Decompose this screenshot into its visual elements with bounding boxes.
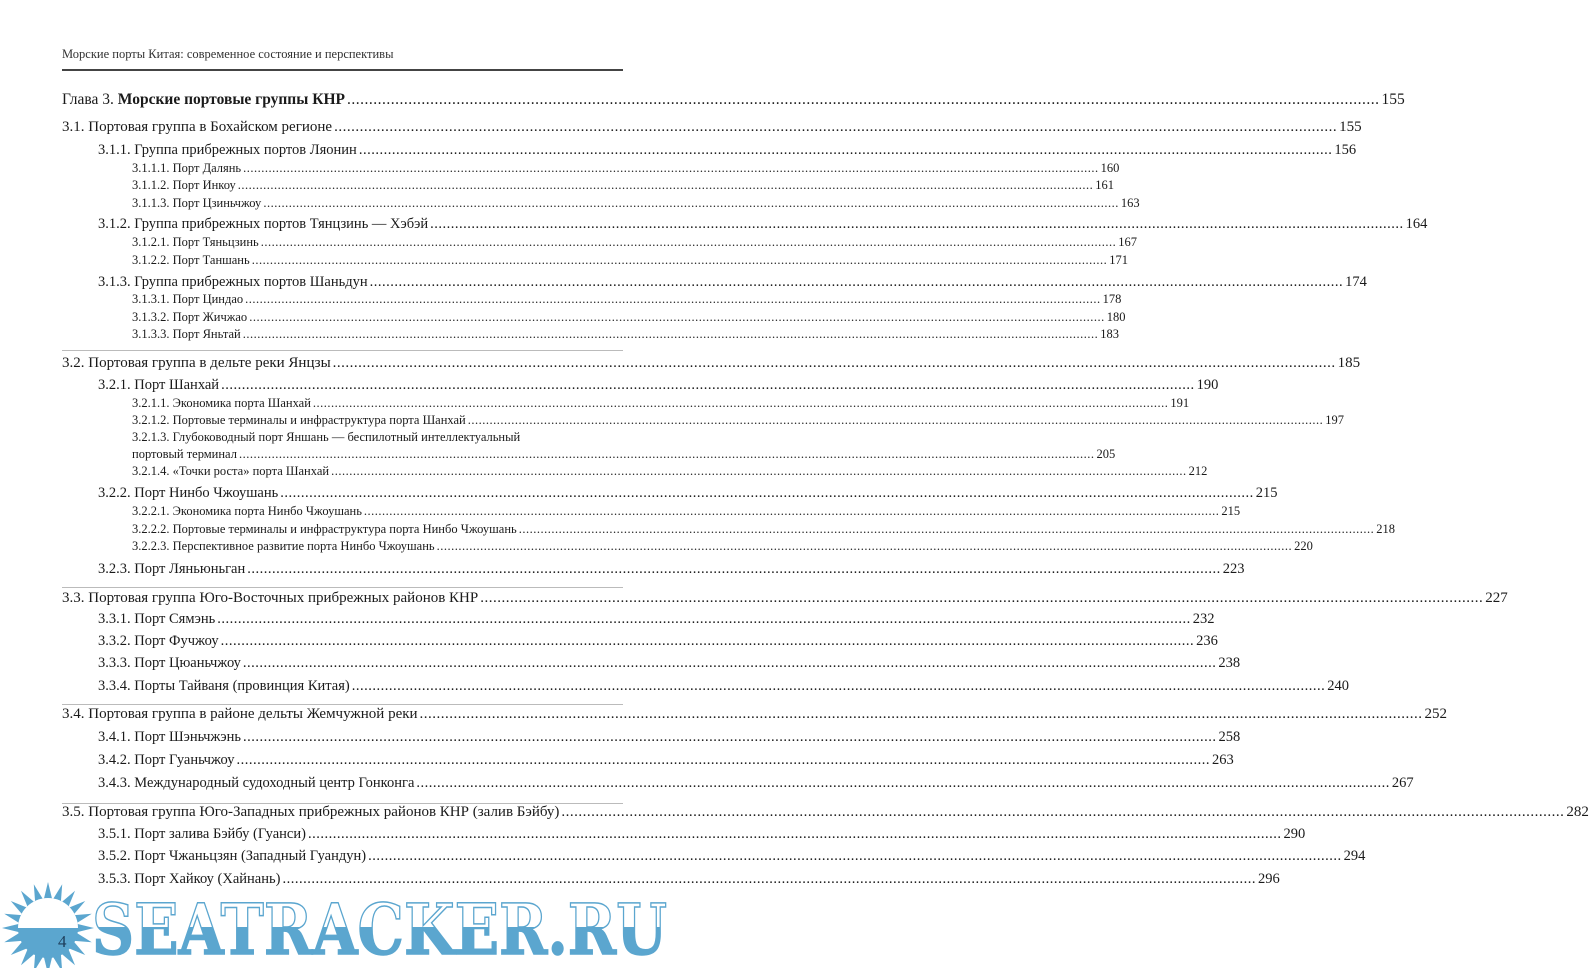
- dot-leader: [261, 235, 1117, 250]
- dot-leader: [243, 655, 1217, 672]
- toc-entry[interactable]: [132, 253, 1128, 268]
- toc-entry[interactable]: [98, 752, 1234, 769]
- dot-leader: [280, 485, 1254, 502]
- section-divider: [62, 704, 623, 705]
- dot-leader: [247, 561, 1221, 578]
- entry-page: 155: [1339, 119, 1362, 135]
- dot-leader: [331, 464, 1187, 479]
- toc-entry[interactable]: [132, 413, 1344, 428]
- dot-leader: [263, 196, 1119, 211]
- dot-leader: [519, 522, 1375, 537]
- dot-leader: [239, 447, 1095, 462]
- toc-entry[interactable]: [62, 804, 1589, 821]
- dot-leader: [243, 729, 1217, 746]
- toc-chapter[interactable]: [62, 91, 1405, 109]
- entry-title: 3.1.2.1. Порт Тяньцзинь: [132, 235, 259, 249]
- dot-leader: [308, 826, 1282, 843]
- dot-leader: [364, 504, 1220, 519]
- dot-leader: [221, 633, 1195, 650]
- dot-leader: [347, 91, 1380, 109]
- toc-entry[interactable]: [98, 826, 1306, 843]
- entry-title: 3.1.3.1. Порт Циндао: [132, 292, 244, 306]
- toc-entry[interactable]: [98, 611, 1215, 628]
- entry-page: 167: [1118, 235, 1137, 249]
- entry-page: 190: [1196, 377, 1219, 393]
- entry-title: 3.1.2. Группа прибрежных портов Тянцзинь — Хэбэй: [98, 216, 429, 232]
- entry-page: 160: [1100, 161, 1120, 175]
- dot-leader: [238, 178, 1094, 193]
- entry-title: 3.5. Портовая группа Юго-Западных прибрежных районов КНР (залив Бэйбу): [62, 804, 560, 820]
- entry-page: 227: [1485, 590, 1508, 606]
- entry-page: 240: [1327, 678, 1349, 694]
- entry-page: 183: [1100, 327, 1119, 341]
- entry-title: 3.2.1.4. «Точки роста» порта Шанхай: [132, 464, 330, 478]
- dot-leader: [561, 804, 1564, 821]
- entry-page: 212: [1188, 464, 1208, 478]
- toc-entry[interactable]: [98, 561, 1245, 578]
- running-header: Морские порты Китая: современное состояние и перспективы: [62, 47, 394, 61]
- entry-title: 3.2.2.1. Экономика порта Нинбо Чжоушань: [132, 504, 362, 518]
- entry-title: 3.5.3. Порт Хайкоу (Хайнань): [98, 871, 281, 887]
- entry-page: 164: [1405, 216, 1428, 232]
- toc-entry[interactable]: [132, 310, 1126, 325]
- entry-page: 263: [1211, 752, 1234, 768]
- entry-page: 180: [1106, 310, 1126, 324]
- dot-leader: [245, 292, 1101, 307]
- entry-title: портовый терминал: [132, 447, 237, 461]
- entry-page: 174: [1345, 274, 1367, 290]
- dot-leader: [368, 848, 1342, 865]
- dot-leader: [313, 396, 1169, 411]
- entry-page: 178: [1102, 292, 1122, 306]
- dot-leader: [430, 216, 1404, 233]
- entry-title: 3.1.1.2. Порт Инкоу: [132, 178, 236, 192]
- toc-entry[interactable]: [132, 292, 1122, 307]
- entry-title: 3.3. Портовая группа Юго-Восточных прибрежных районов КНР: [62, 590, 479, 606]
- entry-page: 294: [1343, 848, 1366, 864]
- dot-leader: [243, 161, 1099, 176]
- entry-title: 3.2.1.1. Экономика порта Шанхай: [132, 396, 311, 410]
- toc-entry[interactable]: [98, 142, 1357, 159]
- toc-entry[interactable]: [98, 775, 1414, 792]
- dot-leader: [333, 355, 1336, 372]
- entry-title: 3.1.3.3. Порт Яньтай: [132, 327, 241, 341]
- entry-title: 3.1.3.2. Порт Жичжао: [132, 310, 248, 324]
- section-divider: [62, 350, 623, 351]
- entry-page: 267: [1391, 775, 1414, 791]
- entry-title: 3.2.1.2. Портовые терминалы и инфраструктура порта Шанхай: [132, 413, 466, 427]
- entry-title: 3.4.1. Порт Шэньчжэнь: [98, 729, 242, 745]
- entry-title: 3.4.3. Международный судоходный центр Гонконга: [98, 775, 415, 791]
- entry-title: 3.1.3. Группа прибрежных портов Шаньдун: [98, 274, 368, 290]
- dot-leader: [249, 310, 1105, 325]
- toc-entry[interactable]: [132, 161, 1120, 176]
- sun-ray: [2, 924, 20, 933]
- dot-leader: [370, 274, 1344, 291]
- entry-page: 215: [1221, 504, 1241, 518]
- entry-page: 290: [1283, 826, 1306, 842]
- entry-title: 3.5.1. Порт залива Бэйбу (Гуанси): [98, 826, 306, 842]
- dot-leader: [468, 413, 1324, 428]
- toc-entry[interactable]: [98, 485, 1278, 502]
- entry-page: 220: [1294, 539, 1313, 553]
- entry-title: 3.2.3. Порт Ляньюньган: [98, 561, 246, 577]
- entry-page: 236: [1196, 633, 1218, 649]
- dot-leader: [252, 253, 1108, 268]
- entry-title: 3.1.1.1. Порт Далянь: [132, 161, 242, 175]
- entry-title: 3.4. Портовая группа в районе дельты Жемчужной реки: [62, 706, 418, 722]
- entry-page: 215: [1255, 485, 1278, 501]
- toc-entry[interactable]: [98, 274, 1367, 291]
- entry-page: 223: [1222, 561, 1245, 577]
- entry-title: 3.2.1. Порт Шанхай: [98, 377, 220, 393]
- dot-leader: [243, 327, 1099, 342]
- dot-leader: [437, 539, 1293, 554]
- toc-entry[interactable]: [132, 447, 1116, 462]
- dot-leader: [334, 119, 1337, 136]
- entry-page: 161: [1095, 178, 1115, 192]
- toc-entry[interactable]: [98, 377, 1219, 394]
- page-number: 4: [58, 932, 67, 951]
- entry-title: 3.1. Портовая группа в Бохайском регионе: [62, 119, 333, 135]
- toc-entry[interactable]: [132, 464, 1208, 479]
- entry-page: 156: [1334, 142, 1357, 158]
- toc-entry[interactable]: [98, 633, 1218, 650]
- entry-page: 238: [1218, 655, 1241, 671]
- toc-entry[interactable]: [98, 655, 1241, 672]
- toc-entry[interactable]: [62, 706, 1448, 723]
- toc-entry[interactable]: [98, 678, 1349, 695]
- entry-page: 163: [1120, 196, 1140, 210]
- header-rule: [62, 69, 623, 71]
- entry-page: 191: [1170, 396, 1190, 410]
- entry-page: 205: [1096, 447, 1116, 461]
- entry-page: 171: [1109, 253, 1128, 267]
- entry-page: 252: [1424, 706, 1448, 722]
- sun-ray: [44, 882, 53, 900]
- dot-leader: [359, 142, 1333, 159]
- toc-entry[interactable]: [132, 522, 1395, 537]
- dot-leader: [236, 752, 1210, 769]
- dot-leader: [480, 590, 1483, 607]
- toc-entry[interactable]: [132, 178, 1115, 193]
- entry-title: 3.3.2. Порт Фучжоу: [98, 633, 219, 649]
- toc-entry-line1[interactable]: 3.2.1.3. Глубоководный порт Яншань — беспилотный интеллектуальный: [132, 430, 521, 444]
- toc-entry[interactable]: [132, 396, 1190, 411]
- entry-page: 197: [1325, 413, 1344, 427]
- toc-entry[interactable]: [132, 235, 1137, 250]
- sun-icon: [2, 882, 94, 968]
- chapter-prefix: Глава 3.: [62, 91, 118, 108]
- entry-page: 218: [1376, 522, 1395, 536]
- entry-title: 3.3.4. Порты Тайваня (провинция Китая): [98, 678, 350, 694]
- entry-title: 3.2.2.2. Портовые терминалы и инфраструктура порта Нинбо Чжоушань: [132, 522, 517, 536]
- toc-entry[interactable]: [98, 729, 1241, 746]
- toc-entry[interactable]: [132, 327, 1119, 342]
- entry-title: 3.2.2. Порт Нинбо Чжоушань: [98, 485, 279, 501]
- entry-title: 3.4.2. Порт Гуаньчжоу: [98, 752, 235, 768]
- svg-text:SEATRACKER.RU: SEATRACKER.RU: [92, 888, 667, 968]
- entry-page: 296: [1257, 871, 1280, 887]
- entry-title: 3.5.2. Порт Чжаньцзян (Западный Гуандун): [98, 848, 367, 864]
- entry-title: 3.2.2.3. Перспективное развитие порта Нинбо Чжоушань: [132, 539, 435, 553]
- entry-page: 232: [1192, 611, 1215, 627]
- toc-entry[interactable]: [132, 196, 1140, 211]
- entry-title: 3.1.2.2. Порт Таншань: [132, 253, 250, 267]
- entry-page: 185: [1337, 355, 1361, 371]
- dot-leader: [416, 775, 1390, 792]
- entry-title: 3.3.1. Порт Сямэнь: [98, 611, 216, 627]
- chapter-title: Морские портовые группы КНР: [117, 91, 345, 108]
- entry-page: 258: [1218, 729, 1241, 745]
- toc-entry[interactable]: [62, 590, 1508, 607]
- toc-entry[interactable]: [62, 355, 1361, 372]
- entry-title: 3.2. Портовая группа в дельте реки Янцзы: [62, 355, 331, 371]
- watermark-logo: [0, 870, 685, 968]
- dot-leader: [420, 706, 1423, 723]
- dot-leader: [352, 678, 1326, 695]
- entry-title: 3.3.3. Порт Цюаньчжоу: [98, 655, 241, 671]
- dot-leader: [217, 611, 1191, 628]
- toc-entry[interactable]: [62, 119, 1362, 136]
- toc-entry[interactable]: [132, 504, 1241, 519]
- entry-title: 3.1.1. Группа прибрежных портов Ляонин: [98, 142, 357, 158]
- toc-entry[interactable]: [98, 216, 1428, 233]
- chapter-page: 155: [1381, 91, 1405, 108]
- dot-leader: [221, 377, 1195, 394]
- toc-entry[interactable]: [132, 539, 1313, 554]
- toc-entry[interactable]: [98, 848, 1366, 865]
- entry-page: 282: [1566, 804, 1589, 820]
- entry-title: 3.1.1.3. Порт Цзиньчжоу: [132, 196, 262, 210]
- section-divider: [62, 587, 623, 588]
